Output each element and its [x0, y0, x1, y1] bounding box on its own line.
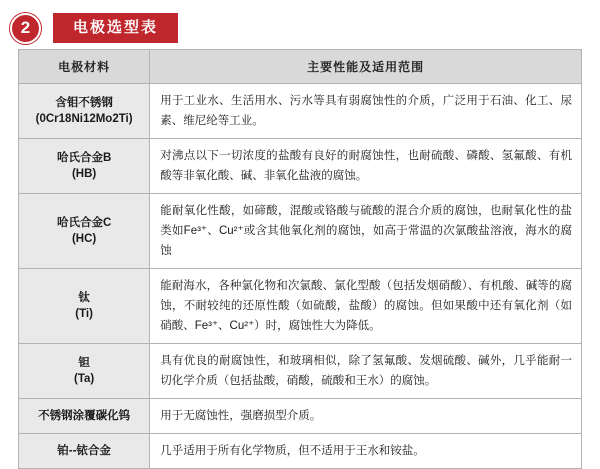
page-header — [0, 0, 600, 45]
cell-material — [19, 139, 150, 194]
table-row — [19, 434, 582, 469]
material-name: 哈氏合金B — [56, 152, 112, 164]
cell-description: 能耐氧化性酸，如碲酸，混酸或铬酸与硫酸的混合介质的腐蚀，也耐氧化性的盐类如Fe³⁺、Cu²⁺或含其他氧化剂的腐蚀，如高于常温的次氯酸盐溶液，海水的腐蚀 — [150, 194, 582, 269]
cell-material — [19, 84, 150, 139]
material-code: (HB) — [71, 168, 97, 180]
table-container — [0, 45, 600, 469]
electrode-selection-table — [18, 49, 582, 469]
cell-material — [19, 269, 150, 344]
cell-material — [19, 399, 150, 434]
cell-description: 几乎适用于所有化学物质，但不适用于王水和铵盐。 — [150, 434, 582, 469]
section-number-badge: 2 — [10, 13, 41, 44]
cell-description: 对沸点以下一切浓度的盐酸有良好的耐腐蚀性，也耐硫酸、磷酸、氢氟酸、有机酸等非氧化酸、碱、非氧化盐液的腐蚀。 — [150, 139, 582, 194]
table-body — [19, 84, 582, 469]
table-header — [19, 50, 582, 84]
table-row — [19, 399, 582, 434]
material-code: (Ti) — [75, 308, 93, 320]
cell-description: 具有优良的耐腐蚀性，和玻璃相似，除了氢氟酸、发烟硫酸、碱外，几乎能耐一切化学介质（包括盐酸，硝酸，硫酸和王水）的腐蚀。 — [150, 344, 582, 399]
table-row — [19, 84, 582, 139]
material-name: 含钼不锈钢 — [55, 97, 113, 109]
cell-material — [19, 194, 150, 269]
material-name: 不锈钢涂覆碳化钨 — [38, 410, 131, 422]
cell-description: 用于无腐蚀性，强磨损型介质。 — [150, 399, 582, 434]
page-title: 电极选型表 — [53, 13, 178, 43]
table-header-row — [19, 50, 582, 84]
material-name: 钛 — [78, 292, 90, 304]
cell-description: 能耐海水，各种氯化物和次氯酸、氯化型酸（包括发烟硝酸）、有机酸、碱等的腐蚀，不耐较纯的还原性酸（如硫酸，盐酸）的腐蚀。但如果酸中还有氧化剂（如硝酸、Fe³⁺、Cu²⁺）时，腐蚀性大为降低。 — [150, 269, 582, 344]
table-row — [19, 344, 582, 399]
material-code: (HC) — [71, 233, 97, 245]
table-row — [19, 269, 582, 344]
material-code: (Ta) — [73, 373, 95, 385]
table-row — [19, 194, 582, 269]
material-name: 哈氏合金C — [56, 217, 112, 229]
column-header-material: 电极材料 — [19, 50, 150, 84]
material-name: 铂--铱合金 — [57, 445, 111, 457]
cell-material — [19, 344, 150, 399]
table-row — [19, 139, 582, 194]
cell-description: 用于工业水、生活用水、污水等具有弱腐蚀性的介质，广泛用于石油、化工、尿素、维尼纶等工业。 — [150, 84, 582, 139]
cell-material — [19, 434, 150, 469]
column-header-description: 主要性能及适用范围 — [150, 50, 582, 84]
material-code: (0Cr18Ni12Mo2Ti) — [35, 113, 133, 125]
material-name: 钽 — [78, 357, 90, 369]
